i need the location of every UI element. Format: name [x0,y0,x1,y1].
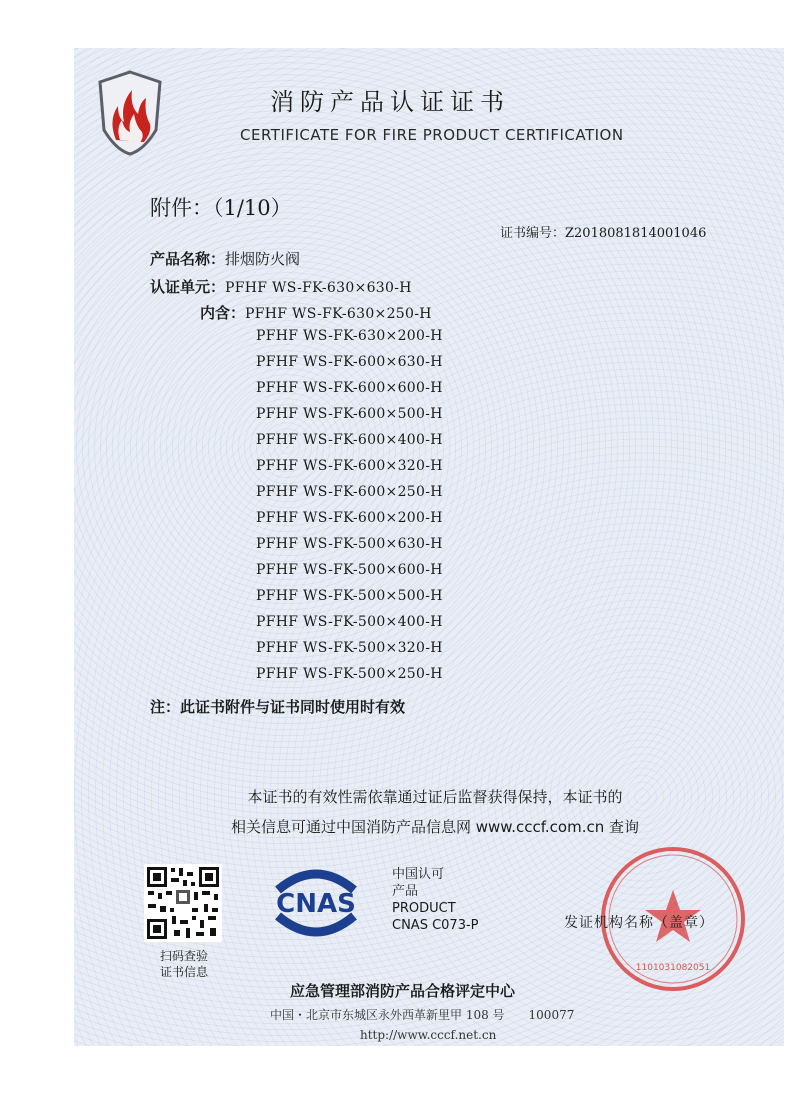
cnas-accreditation [392,866,479,934]
seal-number: 1101031082051 [635,963,711,973]
validity-line-2: 相关信息可通过中国消防产品信息网 www.cccf.com.cn 查询 [231,818,639,836]
qr-caption [146,948,222,980]
contains-label: 内含： [200,304,246,322]
certificate-sheet [74,48,784,1046]
model-item: PFHF WS-FK-500×600-H [256,562,443,578]
model-item: PFHF WS-FK-600×500-H [256,406,443,422]
cnas-line-4: CNAS C073-P [392,918,479,933]
model-item: PFHF WS-FK-500×630-H [256,536,443,552]
issuing-center: 应急管理部消防产品合格评定中心 [290,982,516,1000]
model-item: PFHF WS-FK-630×250-H [245,306,432,322]
model-item: PFHF WS-FK-600×200-H [256,510,443,526]
certificate-title-en: CERTIFICATE FOR FIRE PRODUCT CERTIFICATION [240,126,624,144]
certificate-title-cn: 消防产品认证证书 [270,88,510,116]
model-item: PFHF WS-FK-600×320-H [256,458,443,474]
qr-caption-line-2: 证书信息 [159,965,208,979]
model-item: PFHF WS-FK-500×250-H [256,666,443,682]
cnas-line-1: 中国认可 [392,867,445,882]
model-item: PFHF WS-FK-500×320-H [256,640,443,656]
model-item: PFHF WS-FK-600×600-H [256,380,443,396]
validity-line-1: 本证书的有效性需依靠通过证后监督获得保持，本证书的 [247,788,623,806]
fire-certification-logo [98,70,162,156]
issuer-label: 发证机构名称（盖章） [564,915,714,931]
cnas-logo [262,864,370,942]
product-name-label: 产品名称： [150,250,226,268]
validity-note: 注：此证书附件与证书同时使用时有效 [150,698,406,716]
product-name-value: 排烟防火阀 [225,250,301,268]
cnas-line-2: 产品 [392,884,419,899]
issuer-website[interactable]: http://www.cccf.net.cn [360,1028,497,1042]
cert-unit-value: PFHF WS-FK-630×630-H [225,280,412,296]
cert-unit-row [150,276,412,297]
model-item: PFHF WS-FK-500×500-H [256,588,443,604]
model-item: PFHF WS-FK-600×400-H [256,432,443,448]
model-item: PFHF WS-FK-500×400-H [256,614,443,630]
certificate-number: 证书编号：Z2018081814001046 [500,226,707,241]
qr-code[interactable] [144,864,222,942]
model-item: PFHF WS-FK-600×250-H [256,484,443,500]
cert-unit-label: 认证单元： [150,278,226,296]
model-item: PFHF WS-FK-630×200-H [256,328,443,344]
model-item: PFHF WS-FK-600×630-H [256,354,443,370]
issuer-address: 中国・北京市东城区永外西革新里甲 108 号 100077 [270,1008,575,1022]
contains-row [200,302,432,323]
cnas-line-3: PRODUCT [392,901,456,916]
attachment-label: 附件：（1/10） [150,196,292,220]
cnas-logo-text: CNAS [276,889,356,919]
validity-statement [200,782,670,842]
qr-caption-line-1: 扫码查验 [159,949,208,963]
product-name-row [150,248,300,269]
